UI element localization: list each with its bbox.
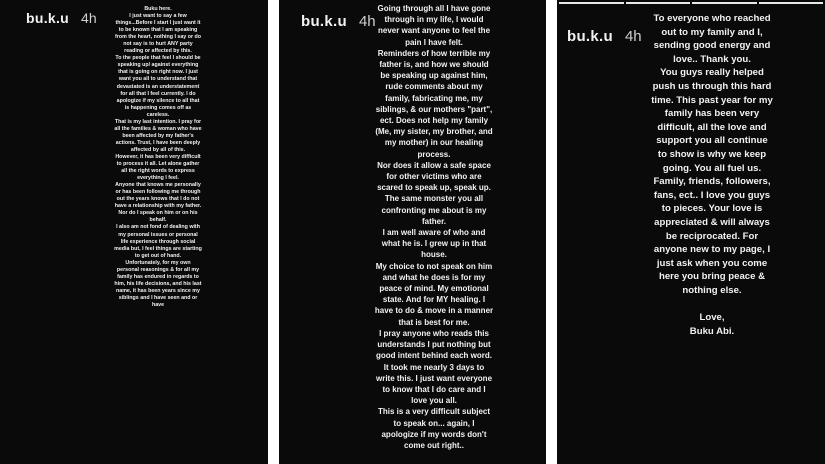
progress-segment (559, 2, 624, 4)
story-panel-3[interactable] (557, 0, 825, 464)
progress-segment (692, 2, 757, 4)
progress-segment (626, 2, 691, 4)
story-header (26, 10, 97, 26)
story-text: Going through all I have gone through in my life, I would never want anyone to feel the pain I have felt. Reminders of how terrible my father is, and how we should be speaking up against him, rude comments about my family, fabricating me, my siblings, & our mothers "part", ect. Does not help my family (Me, my sister, my brother, and my mother) in our healing process. Nor does it allow a safe space for other victims who are scared to speak up, speak up. The same monster you all confronting me about is my father. I am well aware of who and what he is. I grew up in that house. My choice to not speak on him and what he does is for my peace of mind. My emotional state. And for MY healing. I have to do & move in a manner that is best for me. I pray anyone who reads this understands I put nothing but good intent behind each word. It took me nearly 3 days to write this. I just want everyone to know that I do care and I love you all. This is a very difficult subject to speak on... again, I apologize if my words don't come out right.. (374, 4, 494, 450)
story-panel-1[interactable] (0, 0, 268, 464)
story-text: To everyone who reached out to my family and I, sending good energy and love.. Thank you. You guys really helped push us through this hard time. This past year for my family has been very difficult, all the love and support you all continue to show is why we keep going. You all fuel us. Family, friends, followers, fans, ect.. I love you guys to pieces. Your love is appreciated & will always be reciprocated. For anyone new to my page, I just ask when you come here you bring peace & nothing else. Love, Buku Abi. (651, 13, 773, 337)
story-panel-2[interactable] (279, 0, 546, 464)
progress-segment (759, 2, 824, 4)
username[interactable]: bu.k.u (567, 28, 613, 45)
story-text: Buku here. I just want to say a few things...Before I start I just want it to be known that I am speaking from the heart, nothing I say or do not say is to hurt ANY party reading or affected by this. To the people that feel I should be speaking up/ against everything that is going on right now. I just want you all to understand that devastated is an understatement for all that I feel currently. I do apologize if my silence to all that is happening comes off as careless. That is my last intention. I pray for all the families & woman who have been affected by my father's actions. Trust, I have been deeply affected by all of this. However, it has been very difficult to process it all. Let alone gather all the right words to express everything I feel. Anyone that knows me personally or has been following me through out the years knows that I do not have a relationship with my father. Nor do I speak on him or on his behalf. I also am not fond of dealing with my personal issues or personal life experience through social media but, I feel things are starting to get out of hand. Unfortunately, for my own personal reasonings & for all my family has endured in regards to him, his life decisions, and his last name, it has been years since my siblings and I have seen and or have (114, 6, 202, 308)
story-header (301, 13, 376, 30)
timestamp: 4h (624, 28, 642, 45)
timestamp: 4h (81, 10, 97, 26)
timestamp: 4h (358, 13, 376, 30)
username[interactable]: bu.k.u (26, 10, 70, 26)
username[interactable]: bu.k.u (301, 13, 347, 30)
story-header (567, 28, 642, 45)
story-progress-bars (557, 2, 825, 4)
